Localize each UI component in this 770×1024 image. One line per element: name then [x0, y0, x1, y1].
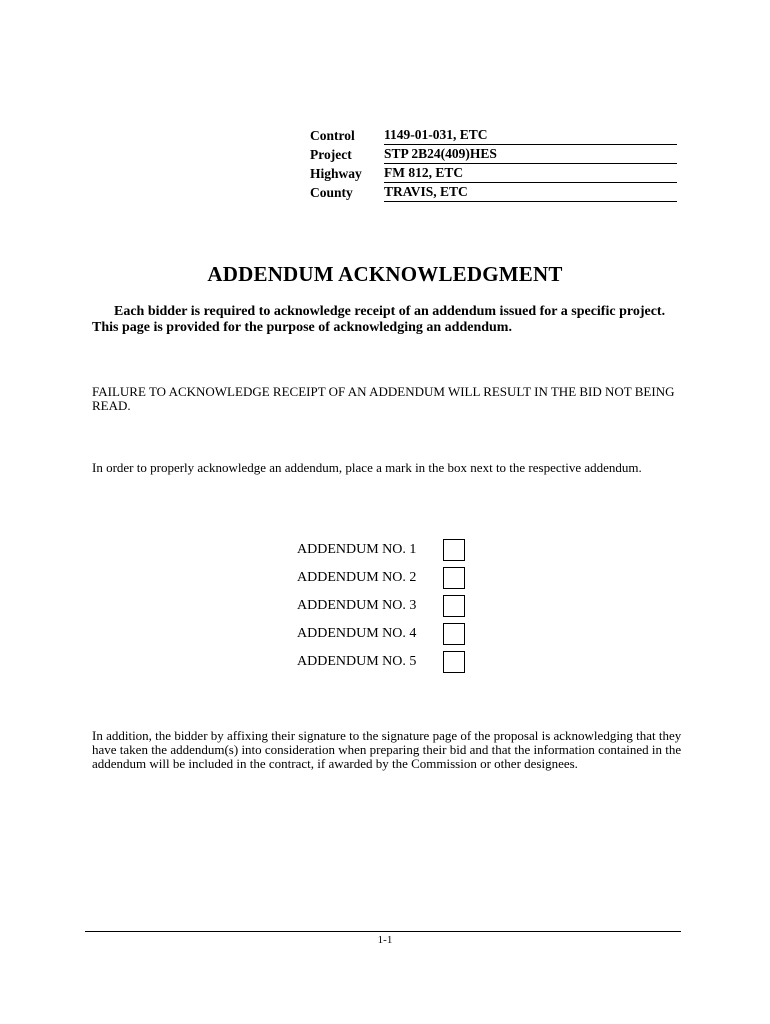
control-label: Control: [310, 128, 355, 143]
addendum-checkbox-2[interactable]: [443, 567, 465, 589]
project-value: STP 2B24(409)HES: [384, 144, 677, 163]
addendum-label: ADDENDUM NO. 3: [297, 598, 417, 613]
addendum-label: ADDENDUM NO. 5: [297, 654, 417, 669]
county-label: County: [310, 185, 353, 200]
addendum-row-5: [297, 648, 465, 676]
highway-label: Highway: [310, 166, 362, 181]
page-number: 1-1: [377, 934, 393, 946]
county-value: TRAVIS, ETC: [384, 182, 677, 201]
signature-note-paragraph: In addition, the bidder by affixing their signature to the signature page of the proposal is acknowledging that they have taken the addendum(s) into consideration when preparing their bid and that the information contained in the addendum will be included in the contract, if awarded by the Commission or other designees.: [92, 728, 682, 771]
addendum-checkbox-4[interactable]: [443, 623, 465, 645]
page-title: ADDENDUM ACKNOWLEDGMENT: [207, 262, 563, 286]
addendum-row-1: [297, 536, 465, 564]
addendum-checkbox-1[interactable]: [443, 539, 465, 561]
control-row: [310, 125, 677, 144]
footer-divider: [85, 931, 681, 932]
addendum-list: [297, 536, 465, 676]
addendum-checkbox-3[interactable]: [443, 595, 465, 617]
addendum-row-3: [297, 592, 465, 620]
control-value: 1149-01-031, ETC: [384, 125, 677, 144]
project-row: [310, 144, 677, 163]
control-info-table: [310, 125, 677, 202]
addendum-label: ADDENDUM NO. 4: [297, 626, 417, 641]
addendum-row-2: [297, 564, 465, 592]
highway-row: [310, 163, 677, 182]
addendum-label: ADDENDUM NO. 2: [297, 570, 417, 585]
project-label: Project: [310, 147, 352, 162]
warning-paragraph: FAILURE TO ACKNOWLEDGE RECEIPT OF AN ADDENDUM WILL RESULT IN THE BID NOT BEING READ.: [92, 384, 675, 413]
intro-paragraph: Each bidder is required to acknowledge receipt of an addendum issued for a specific project. This page is provided for the purpose of acknowledging an addendum.: [92, 304, 666, 335]
addendum-row-4: [297, 620, 465, 648]
addendum-label: ADDENDUM NO. 1: [297, 542, 417, 557]
county-row: [310, 182, 677, 201]
addendum-checkbox-5[interactable]: [443, 651, 465, 673]
highway-value: FM 812, ETC: [384, 163, 677, 182]
instruction-paragraph: In order to properly acknowledge an addendum, place a mark in the box next to the respective addendum.: [92, 460, 642, 475]
